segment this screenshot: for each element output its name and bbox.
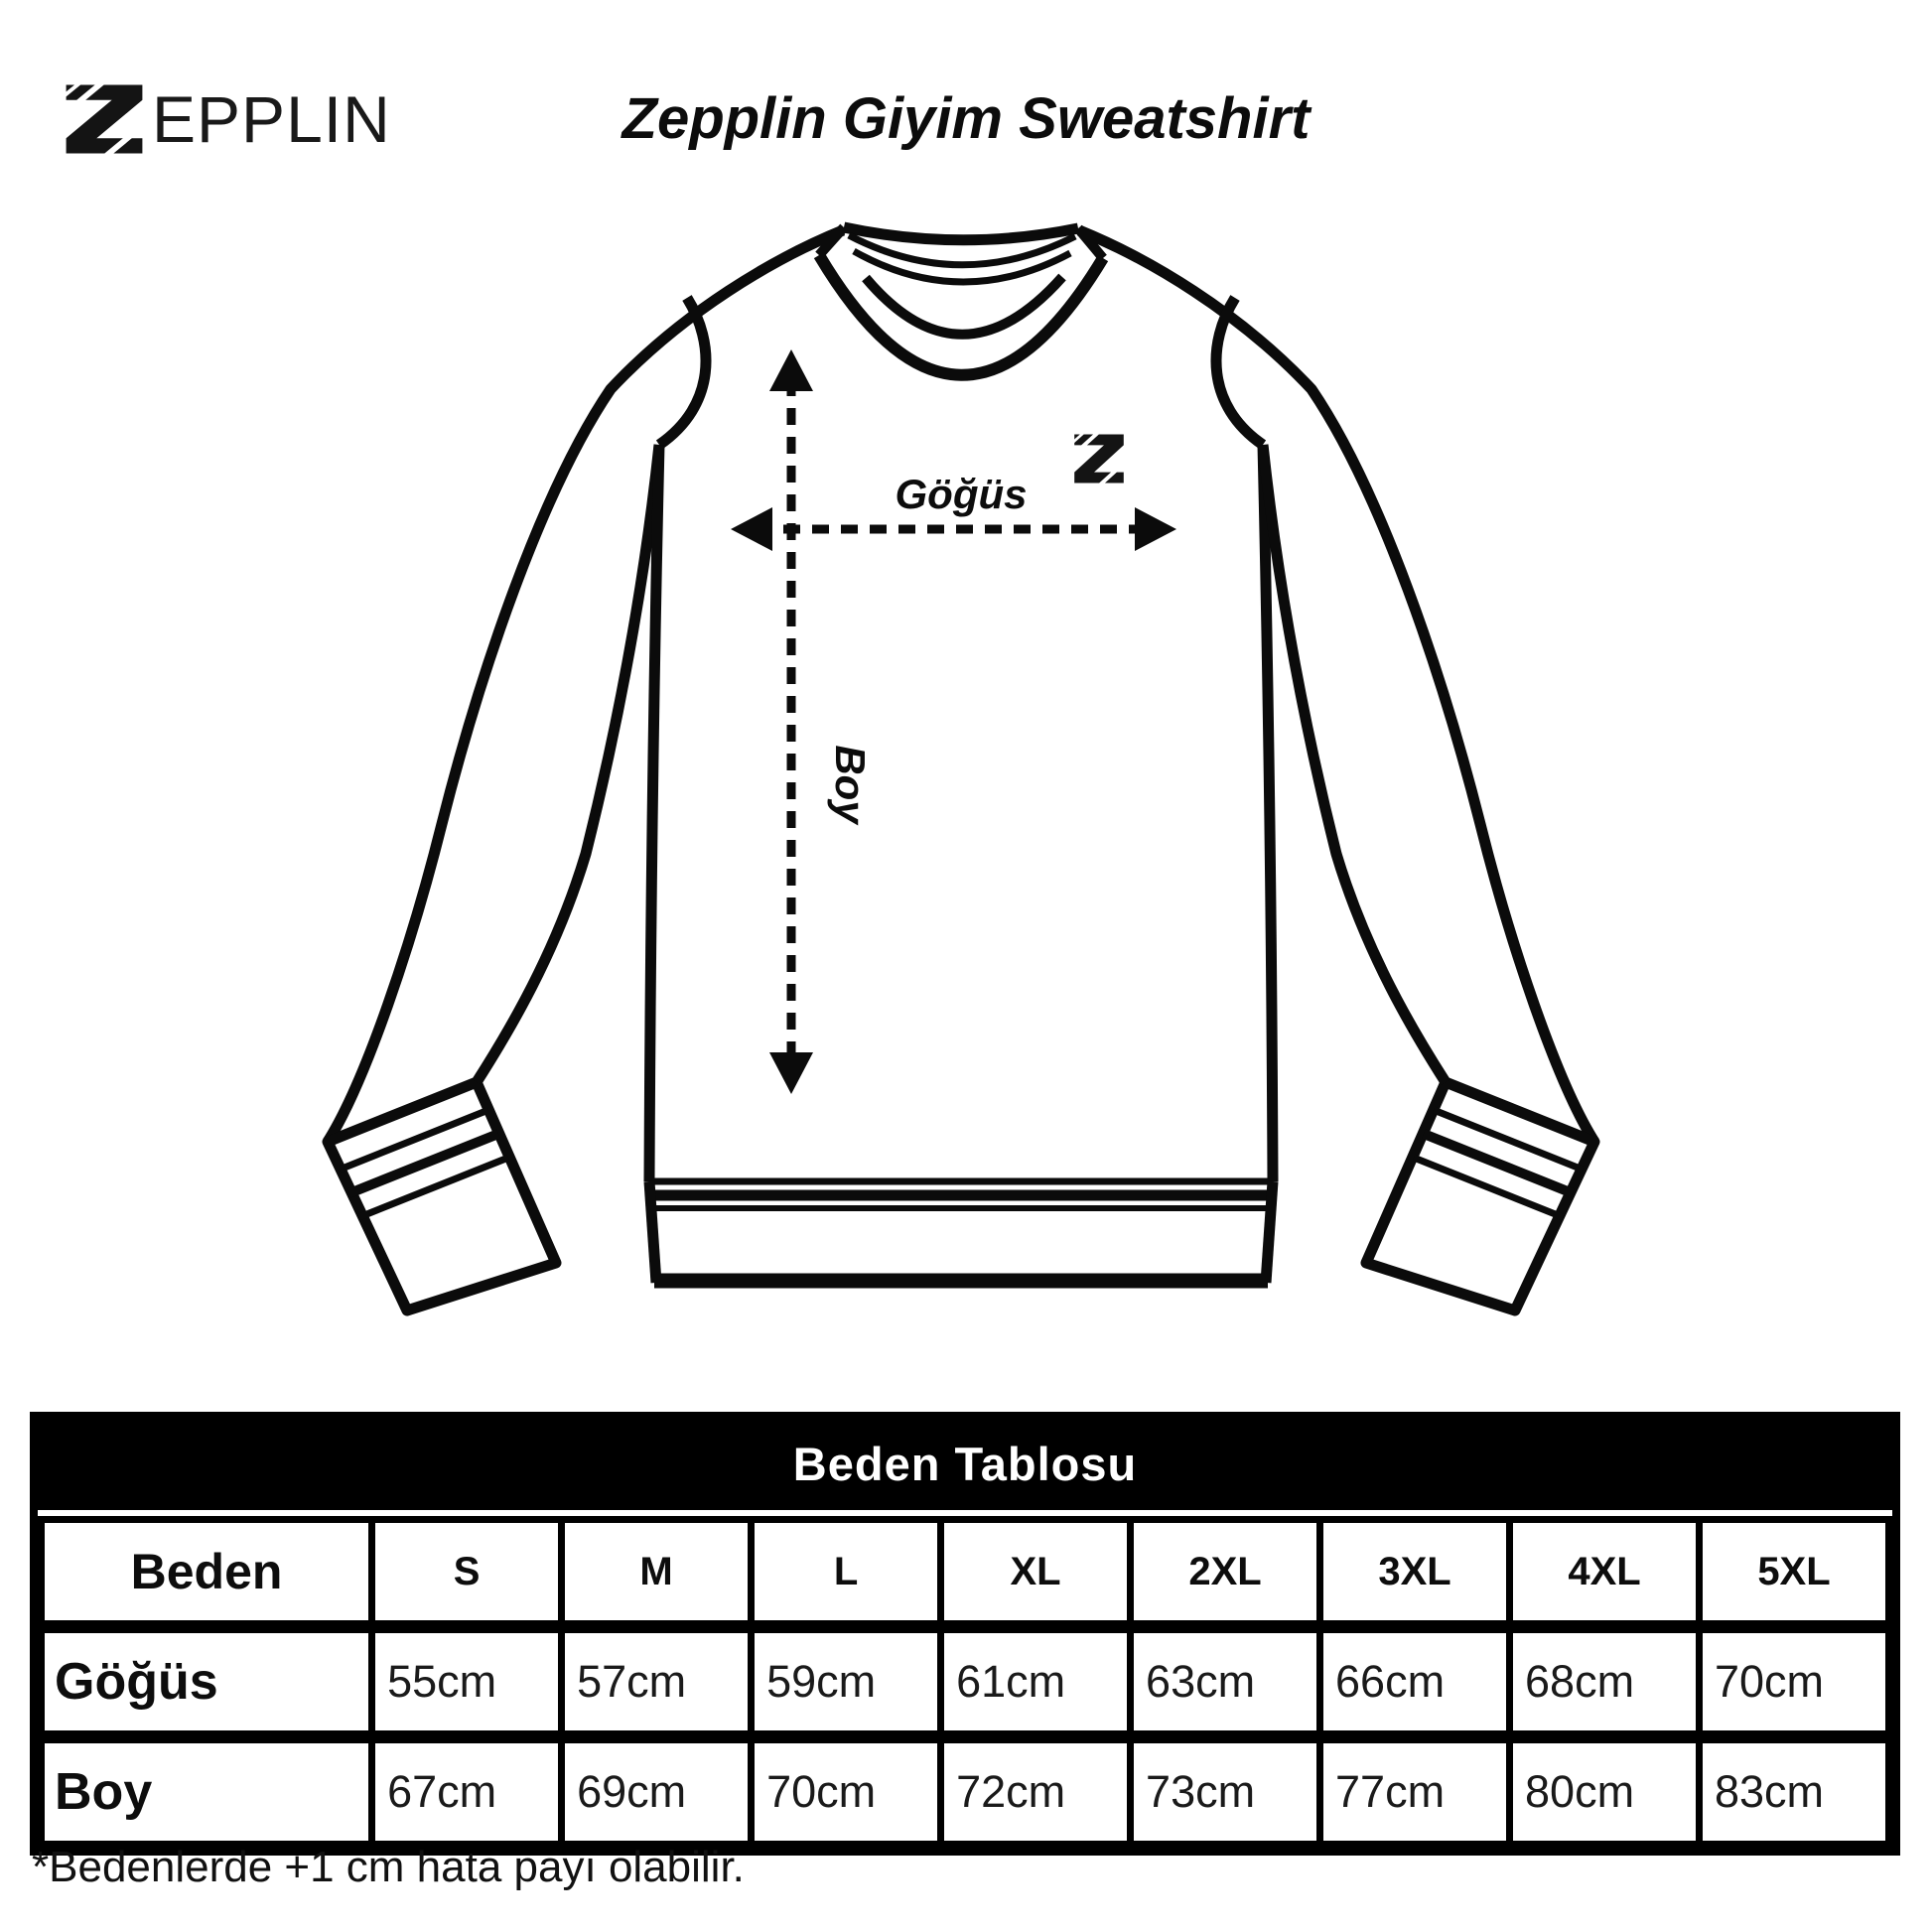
length-label: Boy	[827, 745, 874, 824]
left-cuff	[328, 1082, 556, 1311]
length-value: 73cm	[1131, 1737, 1320, 1845]
length-value: 72cm	[941, 1737, 1131, 1845]
size-col-s: S	[372, 1520, 562, 1627]
length-measure-arrow	[769, 349, 813, 1094]
length-value: 77cm	[1320, 1737, 1510, 1845]
length-value: 69cm	[562, 1737, 752, 1845]
size-col-2xl: 2XL	[1131, 1520, 1320, 1627]
chest-value: 68cm	[1510, 1627, 1700, 1737]
size-col-xl: XL	[941, 1520, 1131, 1627]
size-col-5xl: 5XL	[1700, 1520, 1889, 1627]
right-cuff	[1366, 1082, 1594, 1311]
size-header-row	[42, 1520, 1889, 1627]
size-col-4xl: 4XL	[1510, 1520, 1700, 1627]
chest-value: 70cm	[1700, 1627, 1889, 1737]
page-title-bold: Sweatshirt	[1019, 86, 1311, 151]
chest-row-label: Göğüs	[42, 1627, 372, 1737]
size-tolerance-note: *Bedenlerde +1 cm hata payı olabilir.	[32, 1843, 745, 1891]
length-value: 83cm	[1700, 1737, 1889, 1845]
left-sleeve-outline	[328, 230, 843, 1142]
size-col-m: M	[562, 1520, 752, 1627]
body-left-edge	[649, 445, 659, 1181]
chest-value: 55cm	[372, 1627, 562, 1737]
right-sleeve-outline	[1079, 230, 1594, 1142]
size-col-3xl: 3XL	[1320, 1520, 1510, 1627]
chest-z-logo	[1068, 418, 1128, 499]
length-row-label: Boy	[42, 1737, 372, 1845]
size-table-corner: Beden	[42, 1520, 372, 1627]
length-value: 67cm	[372, 1737, 562, 1845]
chest-value: 63cm	[1131, 1627, 1320, 1737]
size-col-l: L	[752, 1520, 941, 1627]
chest-value: 59cm	[752, 1627, 941, 1737]
chest-value: 61cm	[941, 1627, 1131, 1737]
body-right-edge	[1263, 445, 1273, 1181]
length-row	[42, 1737, 1889, 1845]
chest-value: 57cm	[562, 1627, 752, 1737]
chest-value: 66cm	[1320, 1627, 1510, 1737]
length-value: 70cm	[752, 1737, 941, 1845]
page-title-regular: Zepplin Giyim	[621, 86, 1004, 151]
collar	[819, 227, 1103, 375]
chest-row	[42, 1627, 1889, 1737]
length-value: 80cm	[1510, 1737, 1700, 1845]
size-table-grid	[38, 1516, 1892, 1848]
size-table-title: Beden Tablosu	[38, 1420, 1892, 1510]
chest-label: Göğüs	[895, 471, 1028, 517]
brand-name-text: EPPLIN	[152, 82, 391, 156]
size-table	[30, 1412, 1900, 1856]
